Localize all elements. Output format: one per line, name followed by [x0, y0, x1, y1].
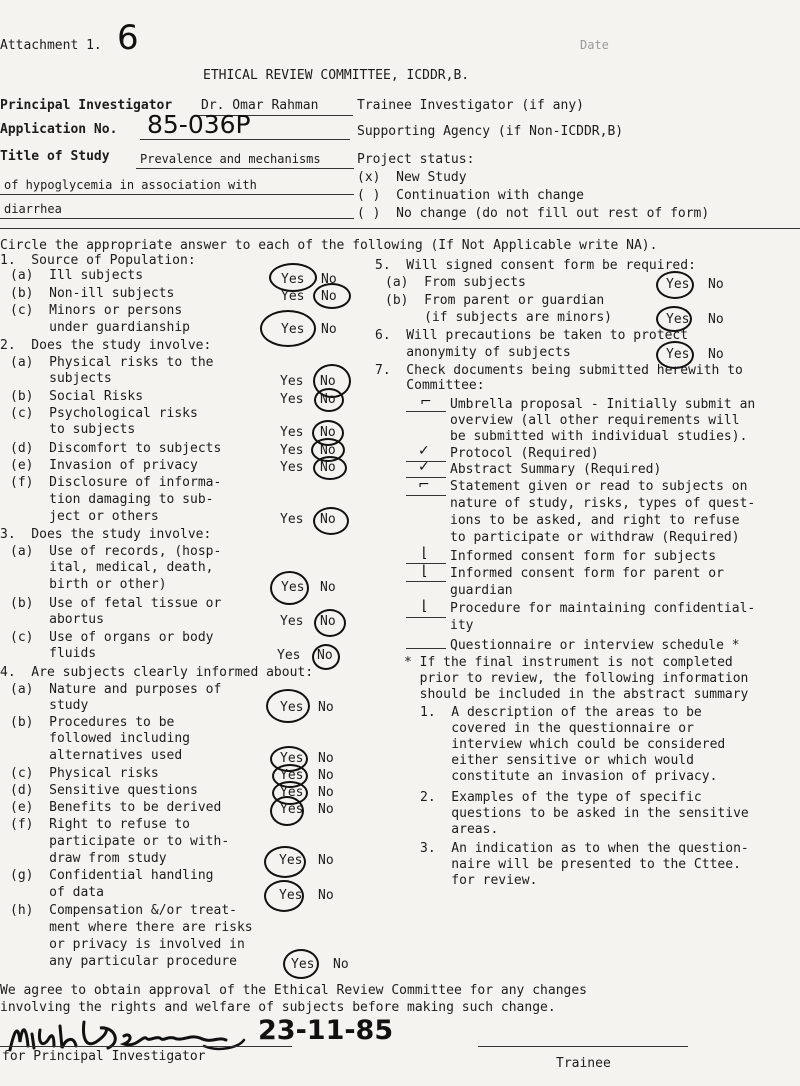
q4c-label: (c) Physical risks — [10, 766, 159, 781]
instructions: Circle the appropriate answer to each of the following (If Not Applicable write NA). — [0, 238, 658, 253]
note-item-1-cont4: constitute an invasion of privacy. — [420, 769, 718, 784]
attachment-label: Attachment 1. — [0, 38, 102, 53]
doc-umbrella-label-cont: overview (all other requirements will — [450, 413, 740, 428]
doc-protocol-label: Protocol (Required) — [450, 446, 599, 461]
signature-date: 23-11-85 — [258, 1015, 394, 1046]
doc-confidentiality-label: Procedure for maintaining confidential- — [450, 601, 756, 616]
q2a-no[interactable]: No — [320, 374, 336, 389]
q4e-answer-circle — [270, 796, 304, 826]
q3a-yes[interactable]: Yes — [281, 580, 305, 595]
q2f-no[interactable]: No — [320, 512, 336, 527]
q1b-yes[interactable]: Yes — [281, 289, 305, 304]
q4e-no[interactable]: No — [318, 802, 334, 817]
q4c-no[interactable]: No — [318, 768, 334, 783]
agreement-line-2: involving the rights and welfare of subjects before making such change. — [0, 1000, 556, 1015]
q2c-label-cont: to subjects — [10, 422, 136, 437]
q3b-no[interactable]: No — [320, 614, 336, 629]
q3a-no[interactable]: No — [320, 580, 336, 595]
q2b-yes[interactable]: Yes — [280, 392, 304, 407]
q5a-answer-circle — [656, 271, 694, 299]
q2e-label: (e) Invasion of privacy — [10, 458, 198, 473]
date-label: Date — [580, 38, 609, 52]
doc-statement-label-cont3: to participate or withdraw (Required) — [450, 530, 740, 545]
doc-umbrella-label: Umbrella proposal - Initially submit an — [450, 397, 756, 412]
q3c-label-cont: fluids — [10, 646, 97, 661]
q2e-yes[interactable]: Yes — [280, 460, 304, 475]
question-2: 2. Does the study involve: — [0, 338, 212, 353]
note-item-3-cont: naire will be presented to the Cttee. — [420, 857, 741, 872]
q6-yes[interactable]: Yes — [666, 347, 690, 362]
doc-consent-parent-label-cont: guardian — [450, 583, 513, 598]
q1a-no[interactable]: No — [321, 272, 337, 287]
q2c-yes[interactable]: Yes — [280, 425, 304, 440]
q4e-yes[interactable]: Yes — [280, 802, 304, 817]
q2b-answer-circle — [314, 388, 344, 412]
q4b-label: (b) Procedures to be — [10, 715, 175, 730]
pi-signature-label: for Principal Investigator — [2, 1049, 206, 1064]
q2f-label: (f) Disclosure of informa- — [10, 475, 222, 490]
q6-no[interactable]: No — [708, 347, 724, 362]
q2f-yes[interactable]: Yes — [280, 512, 304, 527]
q4b-no[interactable]: No — [318, 751, 334, 766]
q3b-label: (b) Use of fetal tissue or — [10, 596, 222, 611]
q4f-yes[interactable]: Yes — [279, 853, 303, 868]
q3b-label-cont: abortus — [10, 612, 104, 627]
trainee-signature-label: Trainee — [556, 1056, 611, 1071]
q5b-yes[interactable]: Yes — [666, 312, 690, 327]
attachment-number: 6 — [117, 18, 139, 58]
q4g-label: (g) Confidential handling — [10, 868, 214, 883]
pi-label: Principal Investigator — [0, 98, 173, 113]
note-item-2-cont2: areas. — [420, 822, 499, 837]
q4g-no[interactable]: No — [318, 888, 334, 903]
note-item-1-cont2: interview which could be considered — [420, 737, 726, 752]
q4g-yes[interactable]: Yes — [279, 888, 303, 903]
question-1: 1. Source of Population: — [0, 253, 196, 268]
q4a-yes[interactable]: Yes — [280, 700, 304, 715]
note-item-3: 3. An indication as to when the question- — [420, 841, 749, 856]
q4f-no[interactable]: No — [318, 853, 334, 868]
check-mark-icon: ✓ — [418, 459, 430, 475]
q4h-label-cont2: or privacy is involved in — [10, 937, 245, 952]
check-mark-icon: ⌊ — [422, 545, 428, 561]
q4f-label-cont: participate or to with- — [10, 834, 230, 849]
note-line-1: * If the final instrument is not completed — [404, 655, 733, 670]
status-label: Project status: — [357, 152, 475, 167]
q4b-yes[interactable]: Yes — [280, 751, 304, 766]
q4h-no[interactable]: No — [333, 957, 349, 972]
question-5: 5. Will signed consent form be required: — [375, 258, 696, 273]
q1a-answer-circle — [269, 263, 317, 292]
q4h-label-cont3: any particular procedure — [10, 954, 237, 969]
title-label: Title of Study — [0, 149, 110, 164]
q1a-yes[interactable]: Yes — [281, 272, 305, 287]
question-3: 3. Does the study involve: — [0, 527, 212, 542]
q4d-yes[interactable]: Yes — [280, 785, 304, 800]
doc-consent-parent-label: Informed consent form for parent or — [450, 566, 724, 581]
q2f-label-cont2: ject or others — [10, 509, 159, 524]
q3a-label-cont: ital, medical, death, — [10, 560, 214, 575]
check-mark-icon: ⌐ — [420, 394, 432, 410]
doc-statement-label: Statement given or read to subjects on — [450, 479, 748, 494]
status-new-study: (x) New Study — [357, 170, 467, 185]
q2d-no[interactable]: No — [320, 443, 336, 458]
question-6-cont: anonymity of subjects — [375, 345, 571, 360]
note-item-1: 1. A description of the areas to be — [420, 705, 702, 720]
doc-statement-label-cont2: ions to be asked, and right to refuse — [450, 513, 740, 528]
question-6: 6. Will precautions be taken to protect — [375, 328, 689, 343]
q4h-yes[interactable]: Yes — [291, 957, 315, 972]
q4g-answer-circle — [264, 880, 304, 912]
q5a-label: (a) From subjects — [385, 275, 526, 290]
q4c-yes[interactable]: Yes — [280, 768, 304, 783]
q2e-no[interactable]: No — [320, 460, 336, 475]
q4a-no[interactable]: No — [318, 700, 334, 715]
note-item-2-cont: questions to be asked in the sensitive — [420, 806, 749, 821]
q4d-no[interactable]: No — [318, 785, 334, 800]
doc-confidentiality-label-cont: ity — [450, 618, 474, 633]
doc-questionnaire-label: Questionnaire or interview schedule * — [450, 638, 740, 653]
q2f-label-cont: tion damaging to sub- — [10, 492, 214, 507]
q1c-label-cont: under guardianship — [10, 320, 191, 335]
committee-title: ETHICAL REVIEW COMMITTEE, ICDDR,B. — [203, 68, 470, 83]
agreement-line-1: We agree to obtain approval of the Ethical Review Committee for any changes — [0, 983, 587, 998]
q1b-no[interactable]: No — [321, 289, 337, 304]
q1c-label: (c) Minors or persons — [10, 303, 183, 318]
q4a-label: (a) Nature and purposes of — [10, 682, 222, 697]
q1c-no[interactable]: No — [321, 322, 337, 337]
note-line-3: should be included in the abstract summary — [404, 687, 749, 702]
q2c-label: (c) Psychological risks — [10, 406, 198, 421]
q5a-yes[interactable]: Yes — [666, 277, 690, 292]
q4f-label-cont2: draw from study — [10, 851, 167, 866]
q5a-no[interactable]: No — [708, 277, 724, 292]
q1b-answer-circle — [313, 283, 351, 309]
q2c-no[interactable]: No — [320, 425, 336, 440]
note-item-3-cont2: for review. — [420, 873, 538, 888]
trainee-label: Trainee Investigator (if any) — [357, 98, 584, 113]
q3b-yes[interactable]: Yes — [280, 614, 304, 629]
q2d-yes[interactable]: Yes — [280, 443, 304, 458]
q5b-label-cont: (if subjects are minors) — [385, 310, 612, 325]
q2d-label: (d) Discomfort to subjects — [10, 441, 222, 456]
q5b-label: (b) From parent or guardian — [385, 293, 605, 308]
q3a-label: (a) Use of records, (hosp- — [10, 544, 222, 559]
q5b-no[interactable]: No — [708, 312, 724, 327]
check-mark-icon: ⌐ — [418, 477, 430, 493]
note-item-1-cont3: either sensitive or which would — [420, 753, 694, 768]
doc-consent-subjects-label: Informed consent form for subjects — [450, 549, 717, 564]
q4e-label: (e) Benefits to be derived — [10, 800, 222, 815]
application-number: 85-036P — [147, 110, 251, 139]
check-mark-icon: ⌊ — [422, 598, 428, 614]
question-7: 7. Check documents being submitted herewith to — [375, 363, 743, 378]
title-line-2: of hypoglycemia in association with — [4, 178, 257, 192]
q4f-answer-circle — [264, 846, 306, 878]
q4b-label-cont2: alternatives used — [10, 748, 183, 763]
q3c-answer-circle — [312, 644, 340, 670]
q4h-answer-circle — [283, 949, 319, 979]
pi-value: Dr. Omar Rahman — [201, 98, 319, 113]
q3c-label: (c) Use of organs or body — [10, 630, 214, 645]
title-line-1: Prevalence and mechanisms — [140, 152, 321, 166]
q3a-label-cont2: birth or other) — [10, 577, 167, 592]
question-7-cont: Committee: — [375, 378, 485, 393]
q4a-label-cont: study — [10, 698, 89, 713]
status-continuation: ( ) Continuation with change — [357, 188, 584, 203]
note-line-2: prior to review, the following information — [404, 671, 749, 686]
doc-statement-label-cont: nature of study, risks, types of quest- — [450, 496, 756, 511]
q3c-no[interactable]: No — [317, 648, 333, 663]
q1a-label: (a) Ill subjects — [10, 268, 144, 283]
note-item-2: 2. Examples of the type of specific — [420, 790, 702, 805]
q2a-yes[interactable]: Yes — [280, 374, 304, 389]
check-mark-icon: ✓ — [418, 443, 430, 459]
agency-label: Supporting Agency (if Non-ICDDR,B) — [357, 124, 624, 139]
doc-umbrella-label-cont2: be submitted with individual studies). — [450, 429, 748, 444]
q1b-label: (b) Non-ill subjects — [10, 286, 175, 301]
q1c-yes[interactable]: Yes — [281, 322, 305, 337]
question-4: 4. Are subjects clearly informed about: — [0, 665, 314, 680]
q2b-label: (b) Social Risks — [10, 389, 144, 404]
q4g-label-cont: of data — [10, 885, 104, 900]
q2a-label: (a) Physical risks to the — [10, 355, 214, 370]
q4h-label-cont: ment where there are risks — [10, 920, 253, 935]
q2e-answer-circle — [313, 456, 347, 480]
q3a-answer-circle — [270, 571, 309, 605]
q4h-label: (h) Compensation &/or treat- — [10, 903, 237, 918]
q4b-label-cont: followed including — [10, 731, 191, 746]
q2a-label-cont: subjects — [10, 371, 112, 386]
q3b-answer-circle — [314, 609, 346, 637]
note-item-1-cont: covered in the questionnaire or — [420, 721, 694, 736]
q4d-label: (d) Sensitive questions — [10, 783, 198, 798]
q4a-answer-circle — [266, 689, 310, 723]
q1c-answer-circle — [260, 310, 316, 347]
check-mark-icon: ⌊ — [422, 563, 428, 579]
doc-abstract-label: Abstract Summary (Required) — [450, 462, 662, 477]
q2b-no[interactable]: No — [320, 392, 336, 407]
q4f-label: (f) Right to refuse to — [10, 817, 191, 832]
status-no-change: ( ) No change (do not fill out rest of form) — [357, 206, 710, 221]
q2f-answer-circle — [313, 507, 349, 535]
title-line-3: diarrhea — [4, 202, 62, 216]
q3c-yes[interactable]: Yes — [277, 648, 301, 663]
application-label: Application No. — [0, 122, 118, 137]
